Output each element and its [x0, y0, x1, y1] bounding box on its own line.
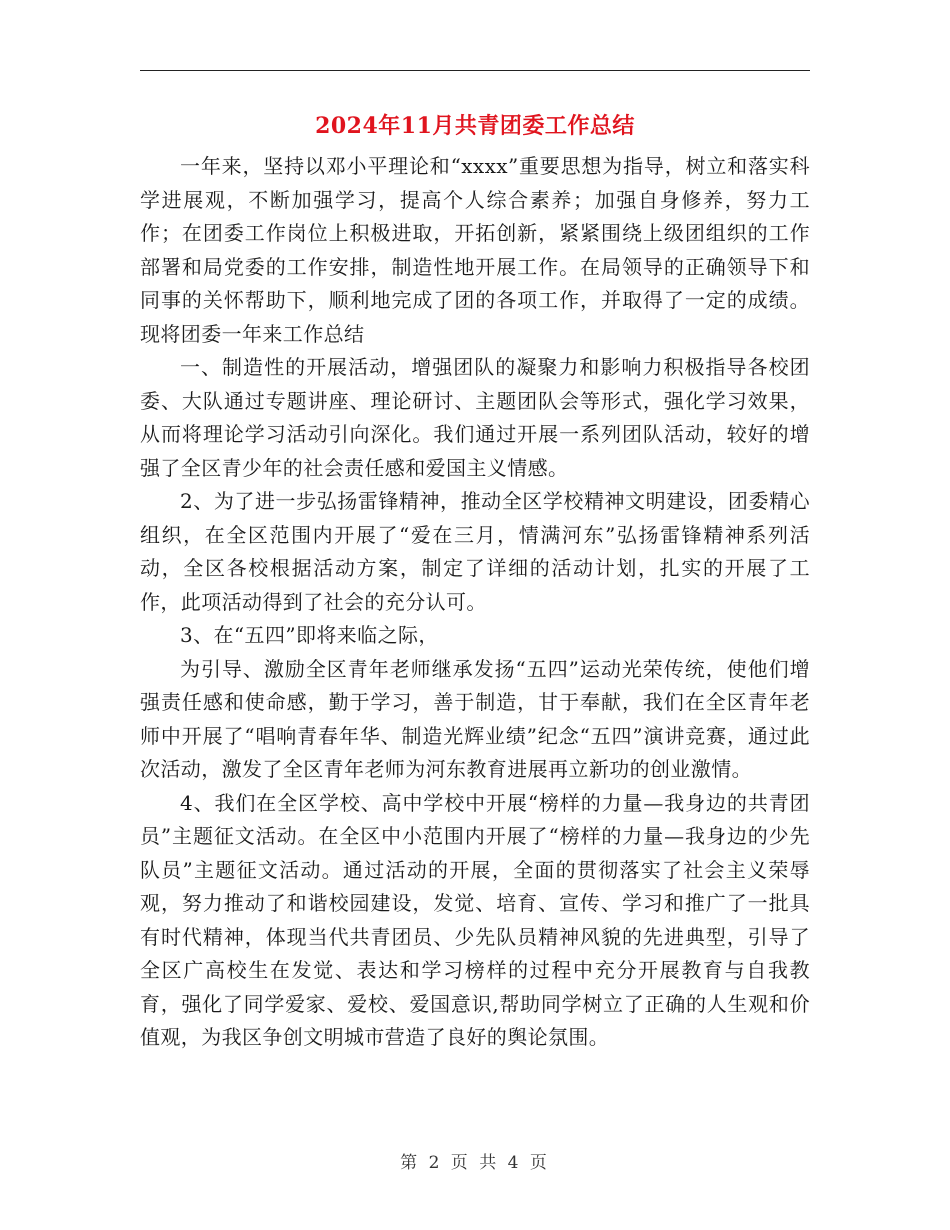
document-body — [140, 150, 810, 1055]
paragraph-section-1: 一、制造性的开展活动，增强团队的凝聚力和影响力积极指导各校团委、大队通过专题讲座、理论研讨、主题团队会等形式，强化学习效果，从而将理论学习活动引向深化。我们通过开展一系列团队活动，较好的增强了全区青少年的社会责任感和爱国主义情感。 — [140, 355, 810, 480]
paragraph-section-3-heading: 3、在“五四”即将来临之际， — [180, 623, 439, 647]
paragraph-section-2: 2、为了进一步弘扬雷锋精神，推动全区学校精神文明建设，团委精心组织，在全区范围内开展了“爱在三月，情满河东”弘扬雷锋精神系列活动，全区各校根据活动方案，制定了详细的活动计划，扎实的开展了工作，此项活动得到了社会的充分认可。 — [140, 489, 810, 614]
page-number-footer: 第 2 页 共 4 页 — [400, 1153, 550, 1173]
paragraph-section-4: 4、我们在全区学校、高中学校中开展“榜样的力量—我身边的共青团员”主题征文活动。在全区中小范围内开展了“榜样的力量—我身边的少先队员”主题征文活动。通过活动的开展，全面的贯彻落实了社会主义荣辱观，努力推动了和谐校园建设，发觉、培育、宣传、学习和推广了一批具有时代精神，体现当代共青团员、少先队员精神风貌的先进典型，引导了全区广高校生在发觉、表达和学习榜样的过程中充分开展教育与自我教育，强化了同学爱家、爱校、爱国意识,帮助同学树立了正确的人生观和价值观，为我区争创文明城市营造了良好的舆论氛围。 — [140, 790, 810, 1049]
document-title: 2024年11月共青团委工作总结 — [315, 113, 635, 139]
header-rule — [140, 70, 810, 71]
paragraph-section-3-body: 为引导、激励全区青年老师继承发扬“五四”运动光荣传统，使他们增强责任感和使命感，勤于学习，善于制造，甘于奉献，我们在全区青年老师中开展了“唱响青春年华、制造光辉业绩”纪念“五四”演讲竞赛，通过此次活动，激发了全区青年老师为河东教育进展再立新功的创业激情。 — [140, 656, 810, 781]
paragraph-intro: 一年来，坚持以邓小平理论和“xxxx”重要思想为指导，树立和落实科学进展观，不断加强学习，提高个人综合素养；加强自身修养，努力工作；在团委工作岗位上积极进取，开拓创新，紧紧围绕上级团组织的工作部署和局党委的工作安排，制造性地开展工作。在局领导的正确领导下和同事的关怀帮助下，顺利地完成了团的各项工作，并取得了一定的成绩。现将团委一年来工作总结 — [140, 154, 810, 346]
